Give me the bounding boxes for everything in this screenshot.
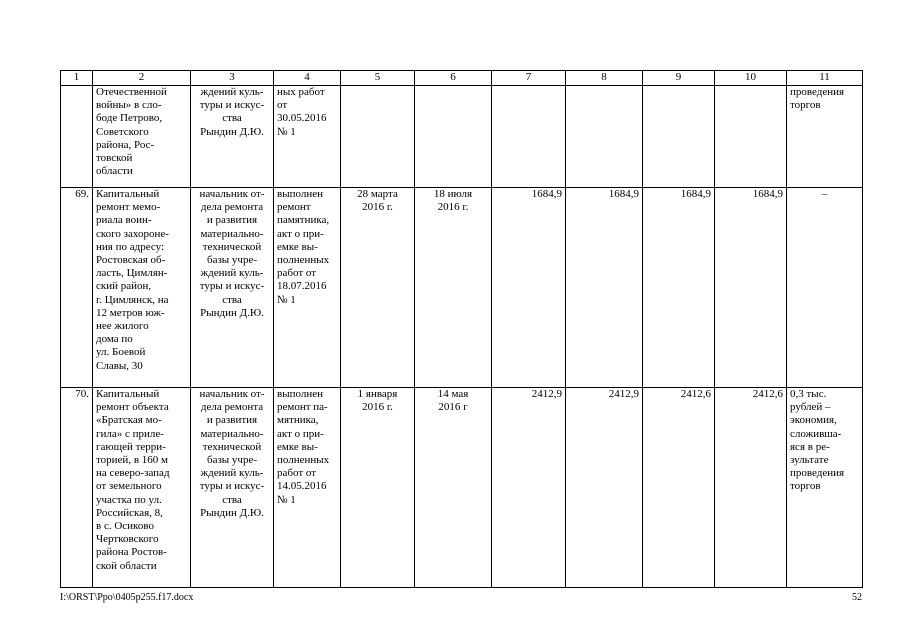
object-description: Отечественной войны» в сло- боде Петрово, Советского района, Рос- товской области <box>93 86 191 188</box>
value-col-9 <box>643 86 715 188</box>
note: 0,3 тыс. рублей – экономия, сложивша- яся в ре- зультате проведения торгов <box>787 388 863 588</box>
start-date <box>341 86 415 188</box>
col-header-8: 8 <box>566 71 643 86</box>
file-path: I:\ORST\Ppo\0405p255.f17.docx <box>60 592 194 603</box>
end-date: 18 июля 2016 г. <box>415 188 492 388</box>
row-number <box>61 86 93 188</box>
col-header-2: 2 <box>93 71 191 86</box>
work-status: выполнен ремонт па- мятника, акт о при- емке вы- полненных работ от 14.05.2016 № 1 <box>274 388 341 588</box>
start-date: 1 января 2016 г. <box>341 388 415 588</box>
value-col-7: 2412,9 <box>492 388 566 588</box>
col-header-3: 3 <box>191 71 274 86</box>
page-number: 52 <box>852 592 862 603</box>
page-footer <box>60 592 862 603</box>
value-col-10: 1684,9 <box>715 188 787 388</box>
value-col-8: 2412,9 <box>566 388 643 588</box>
start-date: 28 марта 2016 г. <box>341 188 415 388</box>
table-row <box>61 86 863 188</box>
end-date <box>415 86 492 188</box>
col-header-4: 4 <box>274 71 341 86</box>
col-header-1: 1 <box>61 71 93 86</box>
table-row <box>61 388 863 588</box>
header-row <box>61 71 863 86</box>
value-col-10: 2412,6 <box>715 388 787 588</box>
object-description: Капитальный ремонт объекта «Братская мо- гила» с приле- гающей терри- торией, в 160 м на северо-запад от земельного участка по ул. Российская, 8, в с. Осиково Чертковского района Ростов- ской области <box>93 388 191 588</box>
responsible-person: начальник от- дела ремонта и развития материально- технической базы учре- ждений куль- туры и искус- ства Рындин Д.Ю. <box>191 188 274 388</box>
value-col-10 <box>715 86 787 188</box>
responsible-person: ждений куль- туры и искус- ства Рындин Д.Ю. <box>191 86 274 188</box>
col-header-10: 10 <box>715 71 787 86</box>
col-header-7: 7 <box>492 71 566 86</box>
value-col-9: 2412,6 <box>643 388 715 588</box>
end-date: 14 мая 2016 г <box>415 388 492 588</box>
row-number: 69. <box>61 188 93 388</box>
work-status: выполнен ремонт памятника, акт о при- емке вы- полненных работ от 18.07.2016 № 1 <box>274 188 341 388</box>
value-col-7 <box>492 86 566 188</box>
value-col-7: 1684,9 <box>492 188 566 388</box>
col-header-11: 11 <box>787 71 863 86</box>
work-status: ных работ от 30.05.2016 № 1 <box>274 86 341 188</box>
responsible-person: начальник от- дела ремонта и развития материально- технической базы учре- ждений куль- туры и искус- ства Рындин Д.Ю. <box>191 388 274 588</box>
col-header-6: 6 <box>415 71 492 86</box>
report-table <box>60 70 863 588</box>
note: – <box>787 188 863 388</box>
table-row <box>61 188 863 388</box>
row-number: 70. <box>61 388 93 588</box>
object-description: Капитальный ремонт мемо- риала воин- ского захороне- ния по адресу: Ростовская об- ласть, Цимлян- ский район, г. Цимлянск, на 12 метров юж- нее жилого дома по ул. Боевой Славы, 30 <box>93 188 191 388</box>
col-header-9: 9 <box>643 71 715 86</box>
col-header-5: 5 <box>341 71 415 86</box>
note: проведения торгов <box>787 86 863 188</box>
value-col-8 <box>566 86 643 188</box>
value-col-8: 1684,9 <box>566 188 643 388</box>
value-col-9: 1684,9 <box>643 188 715 388</box>
